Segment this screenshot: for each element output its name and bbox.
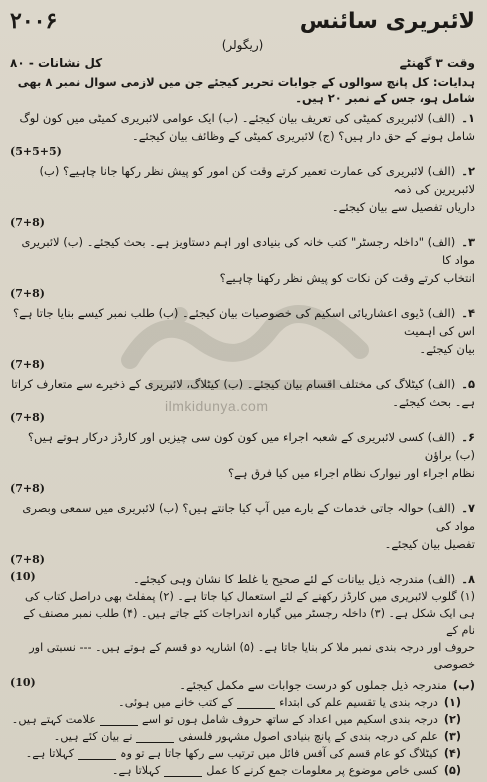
question-text: شامل ہونے کے حق دار ہیں؟ (ج) لائبریری کمیٹی کے وظائف بیان کیجئے۔	[132, 129, 475, 143]
q8-part-a-heading: (الف) مندرجہ ذیل بیانات کے لئے صحیح یا غلط کا نشان وہی کیجئے۔	[132, 572, 456, 586]
question-text: بیان کیجئے۔	[419, 342, 475, 356]
watermark-url: ilmkidunya.com	[165, 398, 269, 414]
paper-header	[10, 6, 475, 34]
question-2	[10, 162, 475, 230]
total-marks: کل نشانات - ۸۰	[10, 56, 103, 70]
question-number: ۵۔	[461, 377, 475, 391]
question-text: (الف) لائبریری کمیٹی کی تعریف بیان کیجئے۔ (ب) ایک عوامی لائبریری کمیٹی میں کون لوگ	[19, 111, 456, 125]
question-number: ۱۔	[461, 111, 475, 125]
question-text: (الف) کسی لائبریری کے شعبہ اجراء میں کون کون سی چیزیں اور کارڈز درکار ہوتے ہیں؟ (ب) براؤن	[27, 430, 475, 462]
q8-part-a-statements	[10, 588, 475, 673]
fill-item-number: (۲)	[443, 713, 461, 726]
question-text: تفصیل بیان کیجئے۔	[384, 537, 475, 551]
question-line	[10, 109, 475, 127]
q8-part-b-heading: مندرجہ ذیل جملوں کو درست جوابات سے مکمل کیجئے۔	[179, 678, 447, 692]
fill-item-text-before: درجہ بندی یا تقسیم علم کی ابتداء	[279, 696, 438, 709]
question-line	[10, 198, 475, 216]
question-text: (الف) کیٹلاگ کی مختلف اقسام بیان کیجئے۔ (ب) کیٹلاگ، لائبریری کے ذخیرے سے متعارف کراتا	[11, 377, 456, 391]
q8-part-a-marks: (10)	[10, 570, 36, 583]
question-line	[10, 375, 475, 393]
blank-line	[136, 732, 174, 743]
questions-list	[10, 109, 475, 567]
question-line	[10, 127, 475, 145]
fill-item-text-before: درجہ بندی اسکیم میں اعداد کے ساتھ حروف شامل ہوں تو اسے	[142, 713, 438, 726]
fill-item-number: (۱)	[443, 696, 461, 709]
question-text: (الف) "داخلہ رجسٹر" کتب خانہ کی بنیادی اور اہم دستاویز ہے۔ بحث کیجئے۔ (ب) لائبریری مواد کا	[21, 235, 475, 267]
statement-line: ہی ایک شکل ہے۔ (۳) داخلہ رجسٹر میں گیارہ اندراجات کئے جاتے ہیں۔ (۴) طلب نمبر مصنف کے نام کے	[23, 607, 475, 637]
question-number: ۲۔	[461, 164, 475, 178]
question-5	[10, 375, 475, 425]
question-text: داریاں تفصیل سے بیان کیجئے۔	[331, 200, 475, 214]
fill-item-text-after: نے بیان کئے ہیں۔	[53, 730, 133, 743]
fill-item-number: (۵)	[443, 764, 461, 777]
question-marks: (7+8)	[10, 553, 45, 566]
question-6	[10, 428, 475, 496]
q8-fill-in-blanks	[10, 694, 475, 779]
question-text: (الف) لائبریری کی عمارت تعمیر کرتے وقت کن امور کو پیش نظر رکھا جانا چاہیے؟ (ب) لائبریرین کی ذمہ	[39, 164, 475, 196]
fill-item-number: (۴)	[443, 747, 461, 760]
fill-item-text-before: کسی خاص موضوع پر معلومات جمع کرنے کا عمل	[206, 764, 438, 777]
fill-item	[10, 762, 461, 779]
blank-line	[78, 749, 116, 760]
question-8	[10, 570, 475, 779]
question-line	[10, 162, 475, 198]
question-text: انتخاب کرتے وقت کن نکات کو پیش نظر رکھنا چاہیے؟	[219, 271, 475, 285]
question-number: ۴۔	[461, 306, 475, 320]
question-line	[10, 535, 475, 553]
question-line	[10, 269, 475, 287]
exam-year: ۲۰۰۶	[10, 8, 58, 34]
question-line	[10, 304, 475, 340]
fill-item	[10, 694, 461, 711]
question-line	[10, 499, 475, 535]
fill-item-text-before: کیٹلاگ کو عام قسم کی آفس فائل میں ترتیب سے رکھا جاتا ہے تو وہ	[120, 747, 438, 760]
question-line	[10, 393, 475, 411]
statement-line: (۱) گلوب لائبریری میں کارڈز رکھنے کے لئے استعمال کیا جاتا ہے۔ (۲) پمفلٹ بھی دراصل کتاب کی	[24, 590, 475, 603]
fill-item	[10, 745, 461, 762]
time-marks-row	[10, 56, 475, 73]
question-marks: (7+8)	[10, 482, 45, 495]
question-text: (الف) حوالہ جاتی خدمات کے بارے میں آپ کیا جانتے ہیں؟ (ب) لائبریری میں سمعی وبصری مواد کی	[22, 501, 475, 533]
question-line	[10, 428, 475, 464]
q8-part-b-label: (ب)	[452, 678, 475, 692]
fill-item-text-after: علامت کہتے ہیں۔	[11, 713, 97, 726]
fill-item-text-after: کے کتب خانے میں ہوئی۔	[118, 696, 234, 709]
fill-item-text-before: علم کی درجہ بندی کے پانچ بنیادی اصول مشہور فلسفی	[178, 730, 438, 743]
blank-line	[164, 766, 202, 777]
fill-item	[10, 711, 461, 728]
fill-item-text-after: کہلاتا ہے۔	[111, 764, 161, 777]
fill-item-number: (۳)	[443, 730, 461, 743]
question-marks: (7+8)	[10, 216, 45, 229]
question-line	[10, 464, 475, 482]
fill-item-text-after: کہلاتا ہے۔	[25, 747, 75, 760]
question-marks: (5+5+5)	[10, 145, 62, 158]
question-4	[10, 304, 475, 372]
statement-line: حروف اور درجہ بندی نمبر ملا کر بنایا جاتا ہے۔ (۵) اشاریہ دو قسم کے ہوتے ہیں۔ --- نسبتی اور خصوصی	[29, 641, 475, 671]
question-line	[10, 340, 475, 358]
question-text: ہے۔ بحث کیجئے۔	[392, 395, 475, 409]
instructions: ہدایات: کل پانچ سوالوں کے جوابات تحریر کیجئے جن میں لازمی سوال نمبر ۸ بھی شامل ہو، جس کے نمبر ۲۰ ہیں۔	[17, 75, 475, 105]
question-line	[10, 233, 475, 269]
question-marks: (7+8)	[10, 411, 45, 424]
exam-type: (ریگولر)	[221, 38, 264, 52]
question-number: ۸۔	[461, 572, 475, 586]
question-number: ۳۔	[461, 235, 475, 249]
question-text: نظام اجراء اور نیوارک نظام اجراء میں کیا فرق ہے؟	[227, 466, 475, 480]
question-marks: (7+8)	[10, 287, 45, 300]
blank-line	[100, 715, 138, 726]
time-allowed: وقت ۳ گھنٹے	[399, 56, 475, 70]
q8-part-b-heading-row	[10, 676, 475, 694]
question-number: ۷۔	[461, 501, 475, 515]
question-1	[10, 109, 475, 159]
question-marks: (7+8)	[10, 358, 45, 371]
question-text: (الف) ڈیوی اعشاریائی اسکیم کی خصوصیات بیان کیجئے۔ (ب) طلب نمبر کیسے بنایا جاتا ہے؟ اس کی اہمیت	[13, 306, 475, 338]
fill-item	[10, 728, 461, 745]
blank-line	[237, 698, 275, 709]
subject-title: لائبریری سائنس	[299, 9, 475, 34]
question-7	[10, 499, 475, 567]
q8-part-a-heading-row	[10, 570, 475, 588]
question-number: ۶۔	[461, 430, 475, 444]
question-3	[10, 233, 475, 301]
q8-part-b-marks: (10)	[10, 676, 36, 689]
